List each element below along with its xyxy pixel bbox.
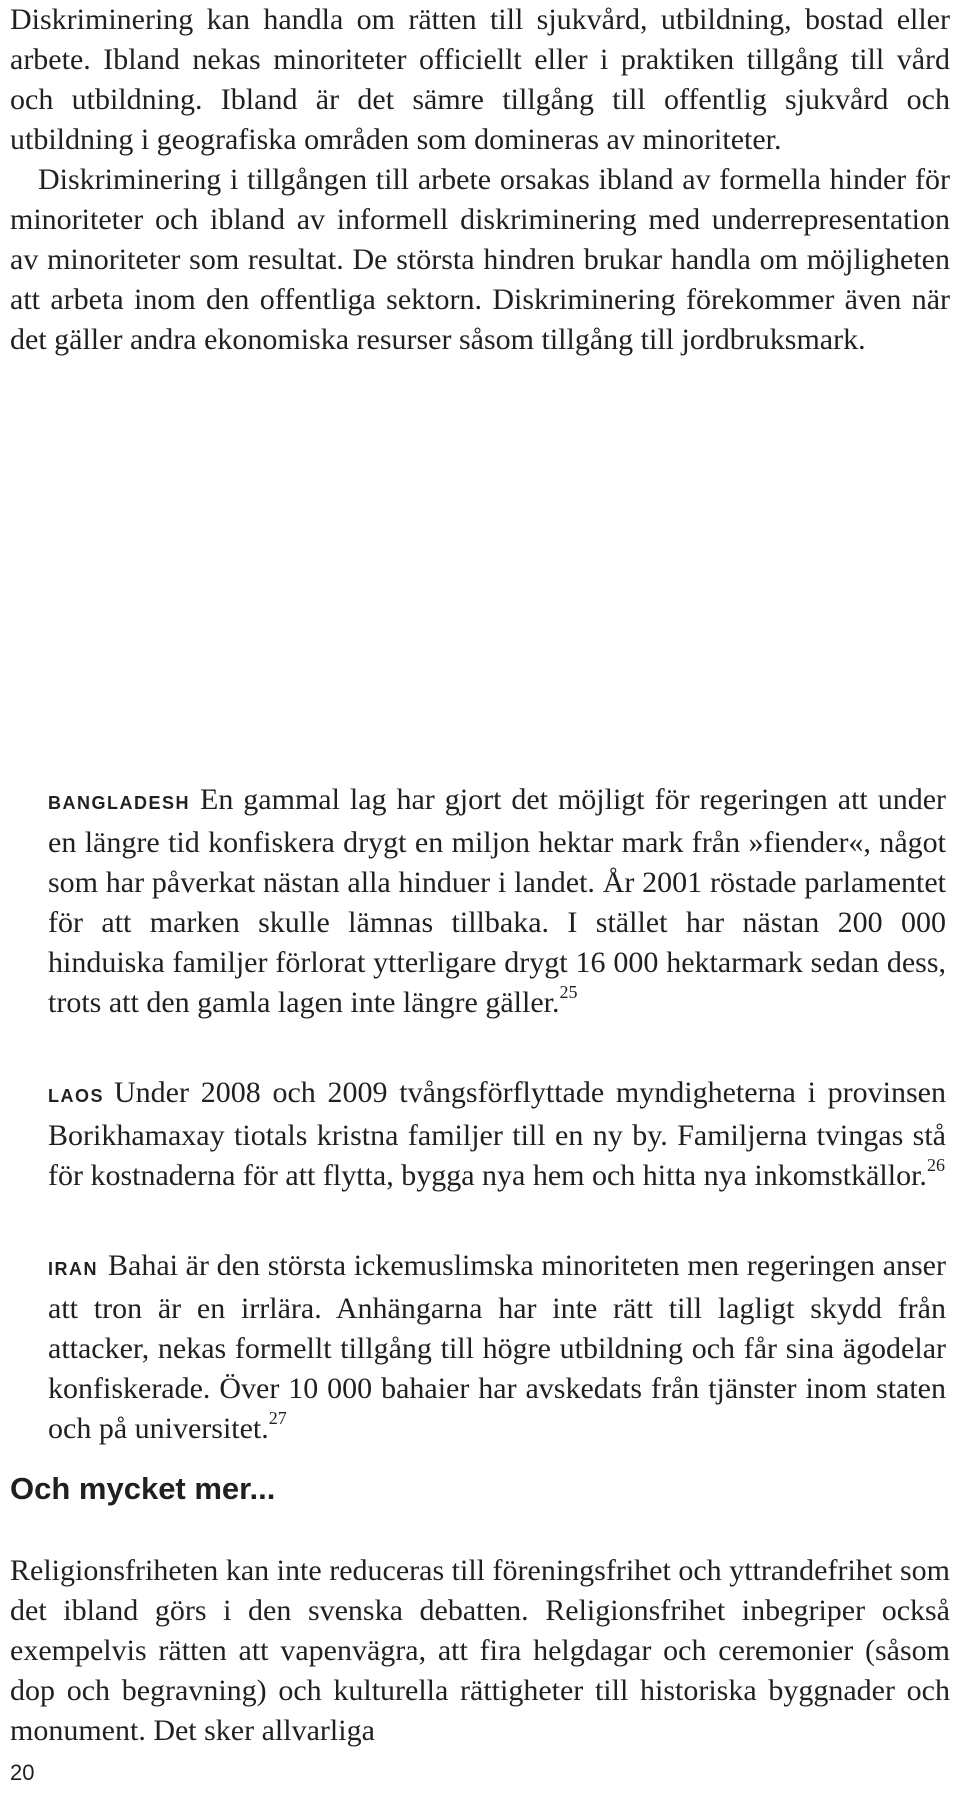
country-name: BANGLADESH [48,793,191,813]
country-text: Bahai är den största ickemuslimska minoriteten men regeringen anser att tron är en irrlära. Anhängarna har inte rätt till lagligt skydd från attacker, nekas formellt tillgång till högre utbildning och får sina ägodelar konfiskerade. Över 10 000 bahaier har avskedats från tjänster inom staten och på universitet. [48,1249,946,1445]
country-block-bangladesh [48,780,946,1023]
closing-paragraph: Religionsfriheten kan inte reduceras till föreningsfrihet och yttrandefrihet som det ibland görs i den svenska debatten. Religionsfrihet inbegriper också exempelvis rätten att vapenvägra, att fira helgdagar och ceremonier (såsom dop och begravning) och kulturella rättigheter till historiska byggnader och monument. Det sker allvarliga [10,1554,950,1747]
country-name: LAOS [48,1086,105,1106]
country-block-laos [48,1073,946,1196]
intro-paragraph: Diskriminering i tillgången till arbete orsakas ibland av formella hinder för minoriteter och ibland av informell diskriminering med underrepresentation av minoriteter som resultat. De största hindren brukar handla om möjligheten att arbeta inom den offentliga sektorn. Diskriminering förekommer även när det gäller andra ekonomiska resurser såsom tillgång till jordbruksmark. [10,163,950,356]
intro-paragraph: Diskriminering kan handla om rätten till sjukvård, utbildning, bostad eller arbete. Ibland nekas minoriteter officiellt eller i praktiken tillgång till vård och utbildning. Ibland är det sämre tillgång till offentlig sjukvård och utbildning i geografiska områden som domineras av minoriteter. [10,3,950,156]
footnote-marker: 27 [268,1408,287,1428]
country-name: IRAN [48,1259,98,1279]
country-paragraph [48,780,946,1023]
country-text: En gammal lag har gjort det möjligt för regeringen att under en längre tid konfiskera drygt en miljon hektar mark från »fiender«, något som har påverkat nästan alla hinduer i landet. År 2001 röstade parlamentet för att marken skulle lämnas tillbaka. I stället har nästan 200 000 hinduiska familjer förlorat ytterligare drygt 16 000 hektarmark sedan dess, trots att den gamla lagen inte längre gäller. [48,783,946,1019]
page-number: 20 [10,1760,35,1785]
intro-section [10,0,950,360]
country-block-iran [48,1246,946,1449]
country-paragraph [48,1073,946,1196]
section-heading: Och mycket mer... [10,1471,276,1506]
country-text: Under 2008 och 2009 tvångsförflyttade myndigheterna i provinsen Borikhamaxay tiotals kristna familjer till en ny by. Familjerna tvingas stå för kostnaderna för att flytta, bygga nya hem och hitta nya inkomstkällor. [48,1076,946,1192]
footnote-marker: 25 [559,982,578,1002]
footnote-marker: 26 [926,1155,945,1175]
country-paragraph [48,1246,946,1449]
closing-section [10,1521,950,1781]
